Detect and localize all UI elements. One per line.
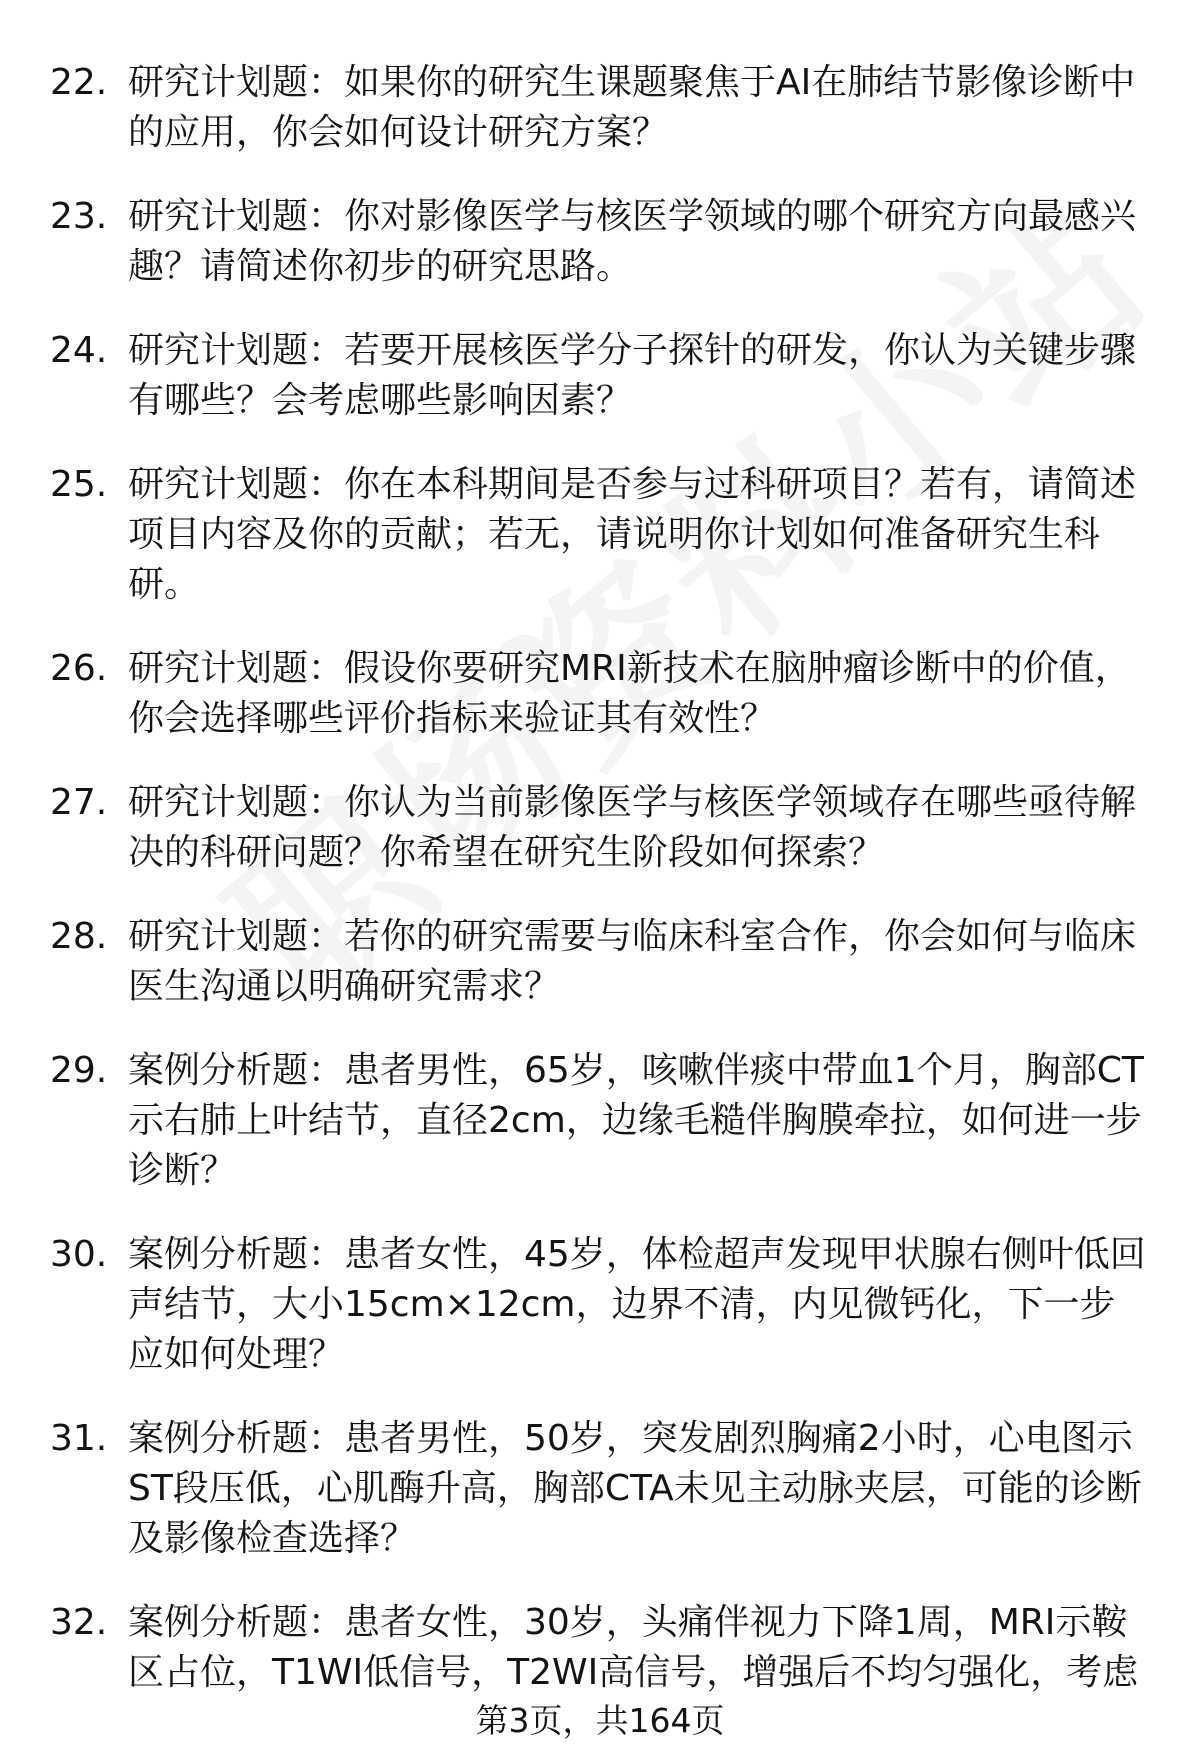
list-item: [0, 58, 1200, 158]
list-item: [0, 460, 1200, 610]
item-number: 28.: [50, 916, 108, 957]
item-text: 研究计划题：你对影像医学与核医学领域的哪个研究方向最感兴趣？请简述你初步的研究思路。: [128, 196, 1137, 287]
list-item: [0, 778, 1200, 878]
item-text: 案例分析题：患者女性，45岁，体检超声发现甲状腺右侧叶低回声结节，大小15cm×12cm，边界不清，内见微钙化，下一步应如何处理？: [128, 1234, 1146, 1375]
item-text: 案例分析题：患者女性，30岁，头痛伴视力下降1周，MRI示鞍区占位，T1WI低信号，T2WI高信号，增强后不均匀强化，考虑: [128, 1602, 1139, 1693]
item-number: 27.: [50, 782, 108, 823]
item-number: 24.: [50, 330, 108, 371]
list-item: [0, 192, 1200, 292]
item-text: 研究计划题：你认为当前影像医学与核医学领域存在哪些亟待解决的科研问题？你希望在研究生阶段如何探索？: [128, 782, 1137, 873]
list-item: [0, 1230, 1200, 1380]
item-number: 22.: [50, 62, 108, 103]
item-text: 研究计划题：如果你的研究生课题聚焦于AI在肺结节影像诊断中的应用，你会如何设计研究方案？: [128, 62, 1136, 153]
item-number: 26.: [50, 648, 108, 689]
list-item: [0, 644, 1200, 744]
item-number: 32.: [50, 1602, 108, 1643]
list-item: [0, 1414, 1200, 1564]
item-text: 案例分析题：患者男性，65岁，咳嗽伴痰中带血1个月，胸部CT示右肺上叶结节，直径2cm，边缘毛糙伴胸膜牵拉，如何进一步诊断？: [128, 1050, 1144, 1191]
list-item: [0, 912, 1200, 1012]
item-number: 23.: [50, 196, 108, 237]
item-number: 30.: [50, 1234, 108, 1275]
item-text: 研究计划题：假设你要研究MRI新技术在脑肿瘤诊断中的价值，你会选择哪些评价指标来验证其有效性？: [128, 648, 1131, 739]
item-text: 研究计划题：若要开展核医学分子探针的研发，你认为关键步骤有哪些？会考虑哪些影响因素？: [128, 330, 1137, 421]
item-number: 29.: [50, 1050, 108, 1091]
item-text: 研究计划题：若你的研究需要与临床科室合作，你会如何与临床医生沟通以明确研究需求？: [128, 916, 1137, 1007]
item-number: 31.: [50, 1418, 108, 1459]
item-text: 研究计划题：你在本科期间是否参与过科研项目？若有，请简述项目内容及你的贡献；若无，请说明你计划如何准备研究生科研。: [128, 464, 1137, 605]
list-item: [0, 1598, 1200, 1698]
item-text: 案例分析题：患者男性，50岁，突发剧烈胸痛2小时，心电图示ST段压低，心肌酶升高，胸部CTA未见主动脉夹层，可能的诊断及影像检查选择？: [128, 1418, 1142, 1559]
page-footer: 第3页，共164页: [475, 1701, 725, 1740]
question-list: [0, 58, 1200, 1732]
list-item: [0, 326, 1200, 426]
item-number: 25.: [50, 464, 108, 505]
list-item: [0, 1046, 1200, 1196]
